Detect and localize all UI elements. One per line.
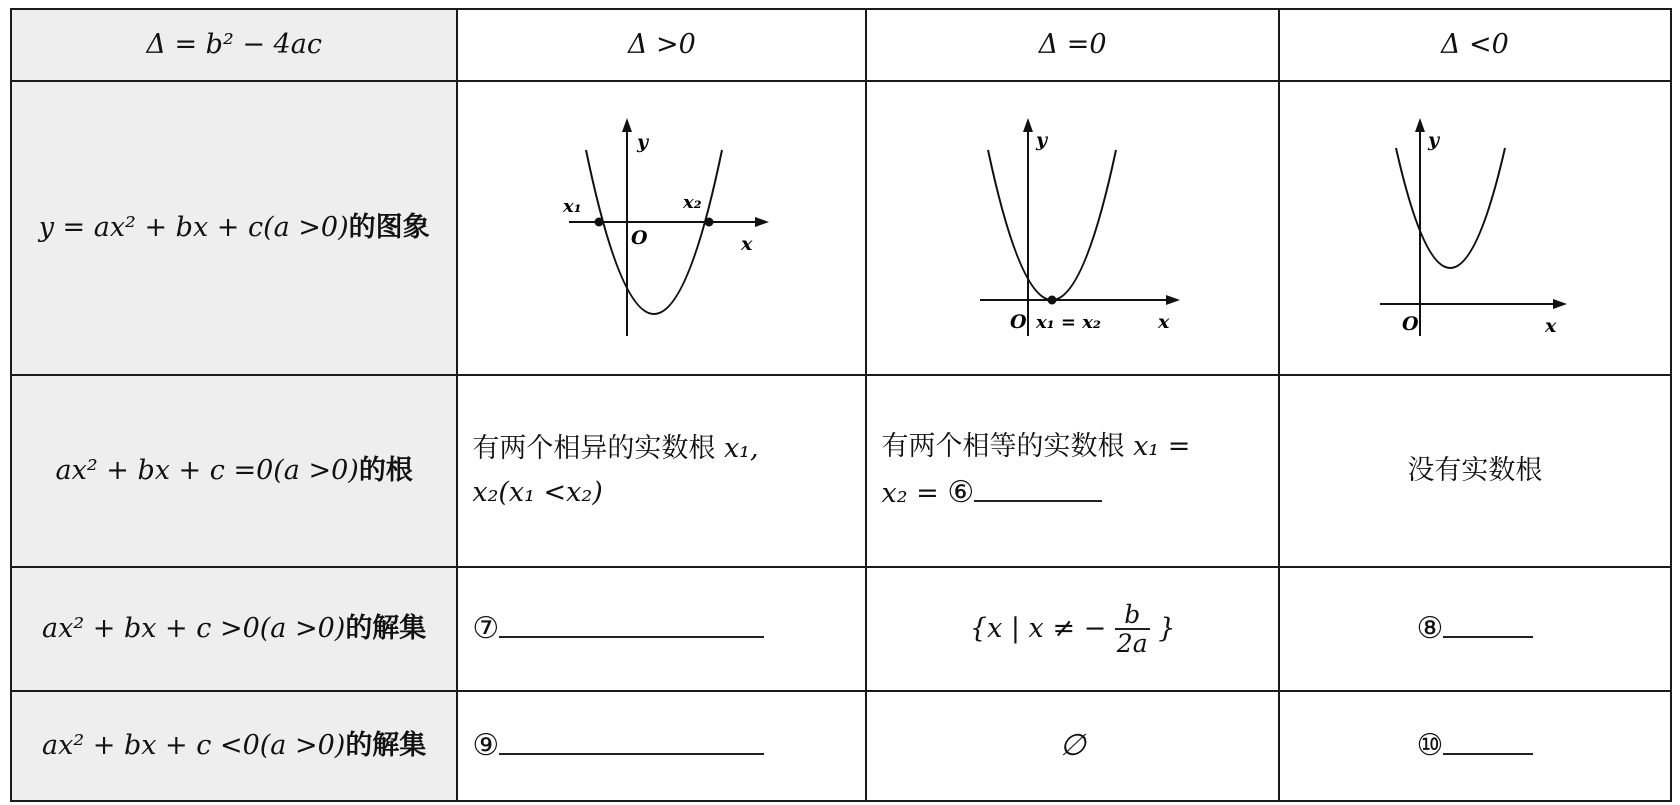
y-axis-arrow [1415, 118, 1425, 132]
solution-lt-row-label [11, 691, 457, 801]
origin-label: O [1401, 313, 1419, 335]
header-delta-zero [866, 9, 1278, 81]
discriminant-formula: Δ = b² − 4ac [146, 29, 322, 61]
lt-label-formula: ax² + bx + c <0(a >0) [42, 730, 346, 762]
x-axis-arrow [755, 217, 769, 227]
origin-label: O [1009, 311, 1027, 333]
solution-gt-cell-delta-negative [1279, 567, 1671, 691]
graph-label-text: 的图象 [348, 212, 430, 244]
delta-negative-label: Δ <0 [1440, 29, 1509, 61]
parabola-two-roots-graph [547, 108, 777, 348]
parabola-no-root-graph [1360, 108, 1590, 348]
root-order-condition: x₂(x₁ <x₂) [472, 477, 603, 508]
answer-blank-10[interactable] [1443, 752, 1533, 755]
solution-gt-cell-delta-zero [866, 567, 1278, 691]
root-point-2 [704, 218, 713, 227]
parabola-curve [586, 150, 722, 314]
fraction-b-over-2a [1115, 601, 1150, 658]
blank-marker-8: ⑧ [1416, 611, 1444, 647]
roots-cell-delta-positive [457, 375, 866, 567]
solution-set-left: {x | x ≠ − [969, 612, 1107, 644]
solution-gt-row [11, 567, 1671, 691]
root2-label: x₂ [682, 192, 702, 213]
roots-label-text: 的根 [358, 455, 413, 487]
delta-positive-label: Δ >0 [627, 29, 696, 61]
solution-lt-row [11, 691, 1671, 801]
roots-row-label [11, 375, 457, 567]
y-axis-arrow [622, 118, 632, 132]
axis-y-label: y [636, 131, 648, 153]
gt-label-formula: ax² + bx + c >0(a >0) [42, 613, 346, 645]
blank-marker-10: ⑩ [1416, 728, 1444, 764]
solution-lt-cell-delta-negative [1279, 691, 1671, 801]
blank-marker-9: ⑨ [472, 728, 500, 764]
solution-gt-cell-delta-positive [457, 567, 866, 691]
roots-label-formula: ax² + bx + c =0(a >0) [55, 455, 359, 487]
origin-label: O [630, 227, 648, 249]
graph-row-label [11, 81, 457, 375]
quadratic-summary-table-wrapper [10, 8, 1672, 802]
two-equal-roots-text: 有两个相等的实数根 [881, 431, 1125, 463]
graph-cell-delta-positive [457, 81, 866, 375]
lt-label-text: 的解集 [345, 730, 427, 762]
axis-x-label: x [1157, 311, 1169, 333]
double-root-label: x₁ = x₂ [1035, 312, 1101, 333]
parabola-double-root-graph [958, 108, 1188, 348]
header-delta-positive [457, 9, 866, 81]
y-axis-arrow [1023, 118, 1033, 132]
root1-label: x₁ [562, 196, 582, 217]
axis-y-label: y [1035, 129, 1047, 151]
no-real-roots-text: 没有实数根 [1407, 455, 1543, 487]
solution-set-right: } [1158, 612, 1176, 644]
graph-cell-delta-negative [1279, 81, 1671, 375]
double-root-point [1047, 296, 1056, 305]
answer-blank-7[interactable] [499, 635, 764, 638]
answer-blank-6[interactable] [974, 499, 1102, 502]
blank-marker-6: ⑥ [947, 475, 975, 511]
fraction-denominator: 2a [1116, 629, 1148, 658]
root-equality-symbol: x₁ = [1133, 431, 1191, 463]
gt-label-text: 的解集 [345, 613, 427, 645]
root-x2-symbol: x₂ = [881, 478, 939, 510]
answer-blank-8[interactable] [1443, 635, 1533, 638]
solution-gt-row-label [11, 567, 457, 691]
fraction-numerator: b [1124, 599, 1141, 629]
two-distinct-roots-text: 有两个相异的实数根 [472, 433, 716, 465]
header-row [11, 9, 1671, 81]
solution-lt-cell-delta-zero [866, 691, 1278, 801]
axis-x-label: x [1544, 315, 1557, 337]
parabola-curve [1396, 148, 1505, 268]
answer-blank-9[interactable] [499, 752, 764, 755]
graph-cell-delta-zero [866, 81, 1278, 375]
axis-y-label: y [1427, 129, 1439, 151]
roots-row [11, 375, 1671, 567]
header-discriminant [11, 9, 457, 81]
graph-row [11, 81, 1671, 375]
quadratic-summary-table [10, 8, 1672, 802]
header-delta-negative [1279, 9, 1671, 81]
parabola-curve [988, 150, 1116, 300]
delta-zero-label: Δ =0 [1038, 29, 1107, 61]
axis-x-label: x [740, 233, 753, 255]
root-x1-symbol: x₁, [723, 433, 759, 465]
solution-lt-cell-delta-positive [457, 691, 866, 801]
roots-cell-delta-negative [1279, 375, 1671, 567]
root-point-1 [594, 218, 603, 227]
x-axis-arrow [1166, 295, 1180, 305]
blank-marker-7: ⑦ [472, 611, 500, 647]
empty-set-symbol: ∅ [1059, 728, 1086, 764]
x-axis-arrow [1553, 299, 1567, 309]
graph-label-formula: y = ax² + bx + c(a >0) [38, 212, 349, 244]
roots-cell-delta-zero [866, 375, 1278, 567]
